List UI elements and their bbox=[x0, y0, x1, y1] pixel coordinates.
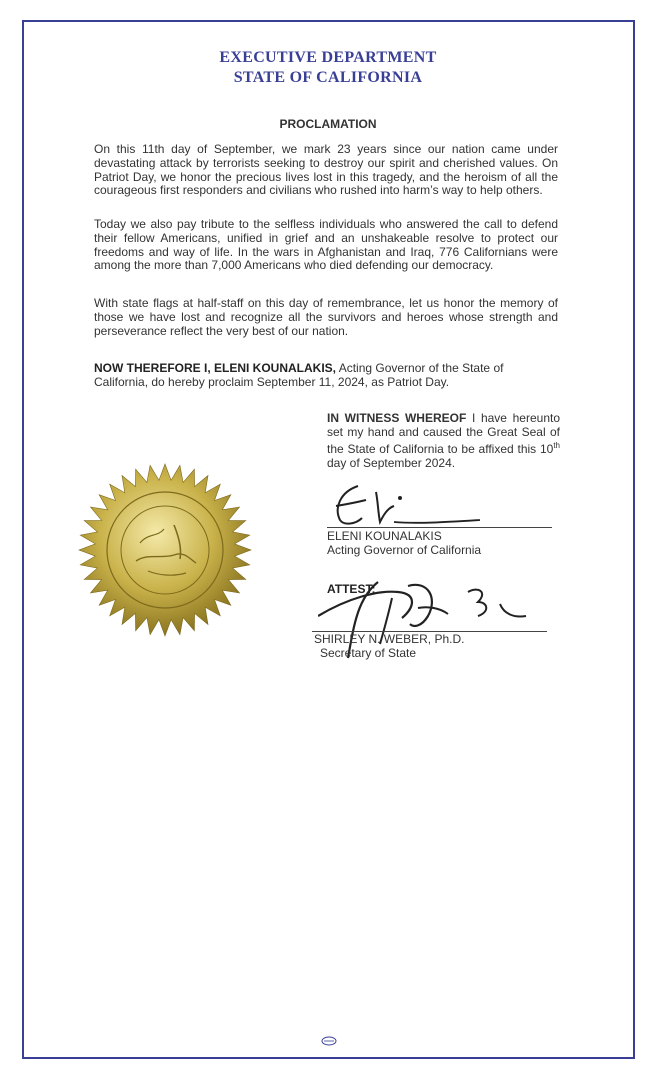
proclamation-statement bbox=[94, 362, 558, 390]
secretary-title: Secretary of State bbox=[320, 646, 417, 660]
letterhead-line-2: STATE OF CALIFORNIA bbox=[233, 69, 423, 86]
governor-name: ELENI KOUNALAKIS bbox=[327, 529, 442, 543]
paragraph-3: With state flags at half-staff on this day of remembrance, let us honor the memory of those we have lost and recognize all the survivors and heroes whose strength and perseverance reflect the very best of our nation. bbox=[94, 296, 558, 338]
proclamation-lead: NOW THEREFORE I, ELENI KOUNALAKIS, bbox=[94, 361, 337, 375]
letterhead-line-1: EXECUTIVE DEPARTMENT bbox=[219, 49, 437, 66]
witness-text-1: I have hereunto set my hand and caused the Great Seal of the State of California to be affixed this 10 bbox=[327, 411, 560, 456]
witness-lead: IN WITNESS WHEREOF bbox=[327, 411, 467, 425]
paragraph-1: On this 11th day of September, we mark 23 years since our nation came under devastating attack by terrorists seeking to destroy our spirit and cherished values. On Patriot Day, we honor the precious lives lost in this tragedy, and the heroism of all the courageous first responders and civilians who rushed into harm’s way to help others. bbox=[94, 142, 558, 198]
proclamation-text: Acting Governor of the State of California, do hereby proclaim September 11, 2024, as Patriot Day. bbox=[94, 361, 504, 389]
document-title: PROCLAMATION bbox=[279, 117, 377, 131]
witness-day-suffix: th bbox=[553, 441, 560, 450]
letterhead bbox=[0, 48, 656, 88]
great-seal-icon bbox=[78, 463, 252, 637]
witness-clause bbox=[327, 412, 560, 470]
paragraph-2: Today we also pay tribute to the selfless individuals who answered the call to defend their fellow Americans, unified in grief and an unshakeable resolve to protect our freedoms and way of life. In the wars in Afghanistan and Iraq, 776 Californians were among the more than 7,000 Americans who died defending our democracy. bbox=[94, 217, 558, 273]
governor-signature bbox=[328, 478, 488, 530]
union-bug-icon bbox=[321, 1036, 337, 1046]
witness-text-2: day of September 2024. bbox=[327, 455, 456, 470]
governor-signature-line bbox=[327, 527, 552, 528]
secretary-name: SHIRLEY N. WEBER, Ph.D. bbox=[314, 632, 465, 646]
governor-title: Acting Governor of California bbox=[327, 543, 482, 557]
attest-label: ATTEST: bbox=[327, 582, 376, 596]
